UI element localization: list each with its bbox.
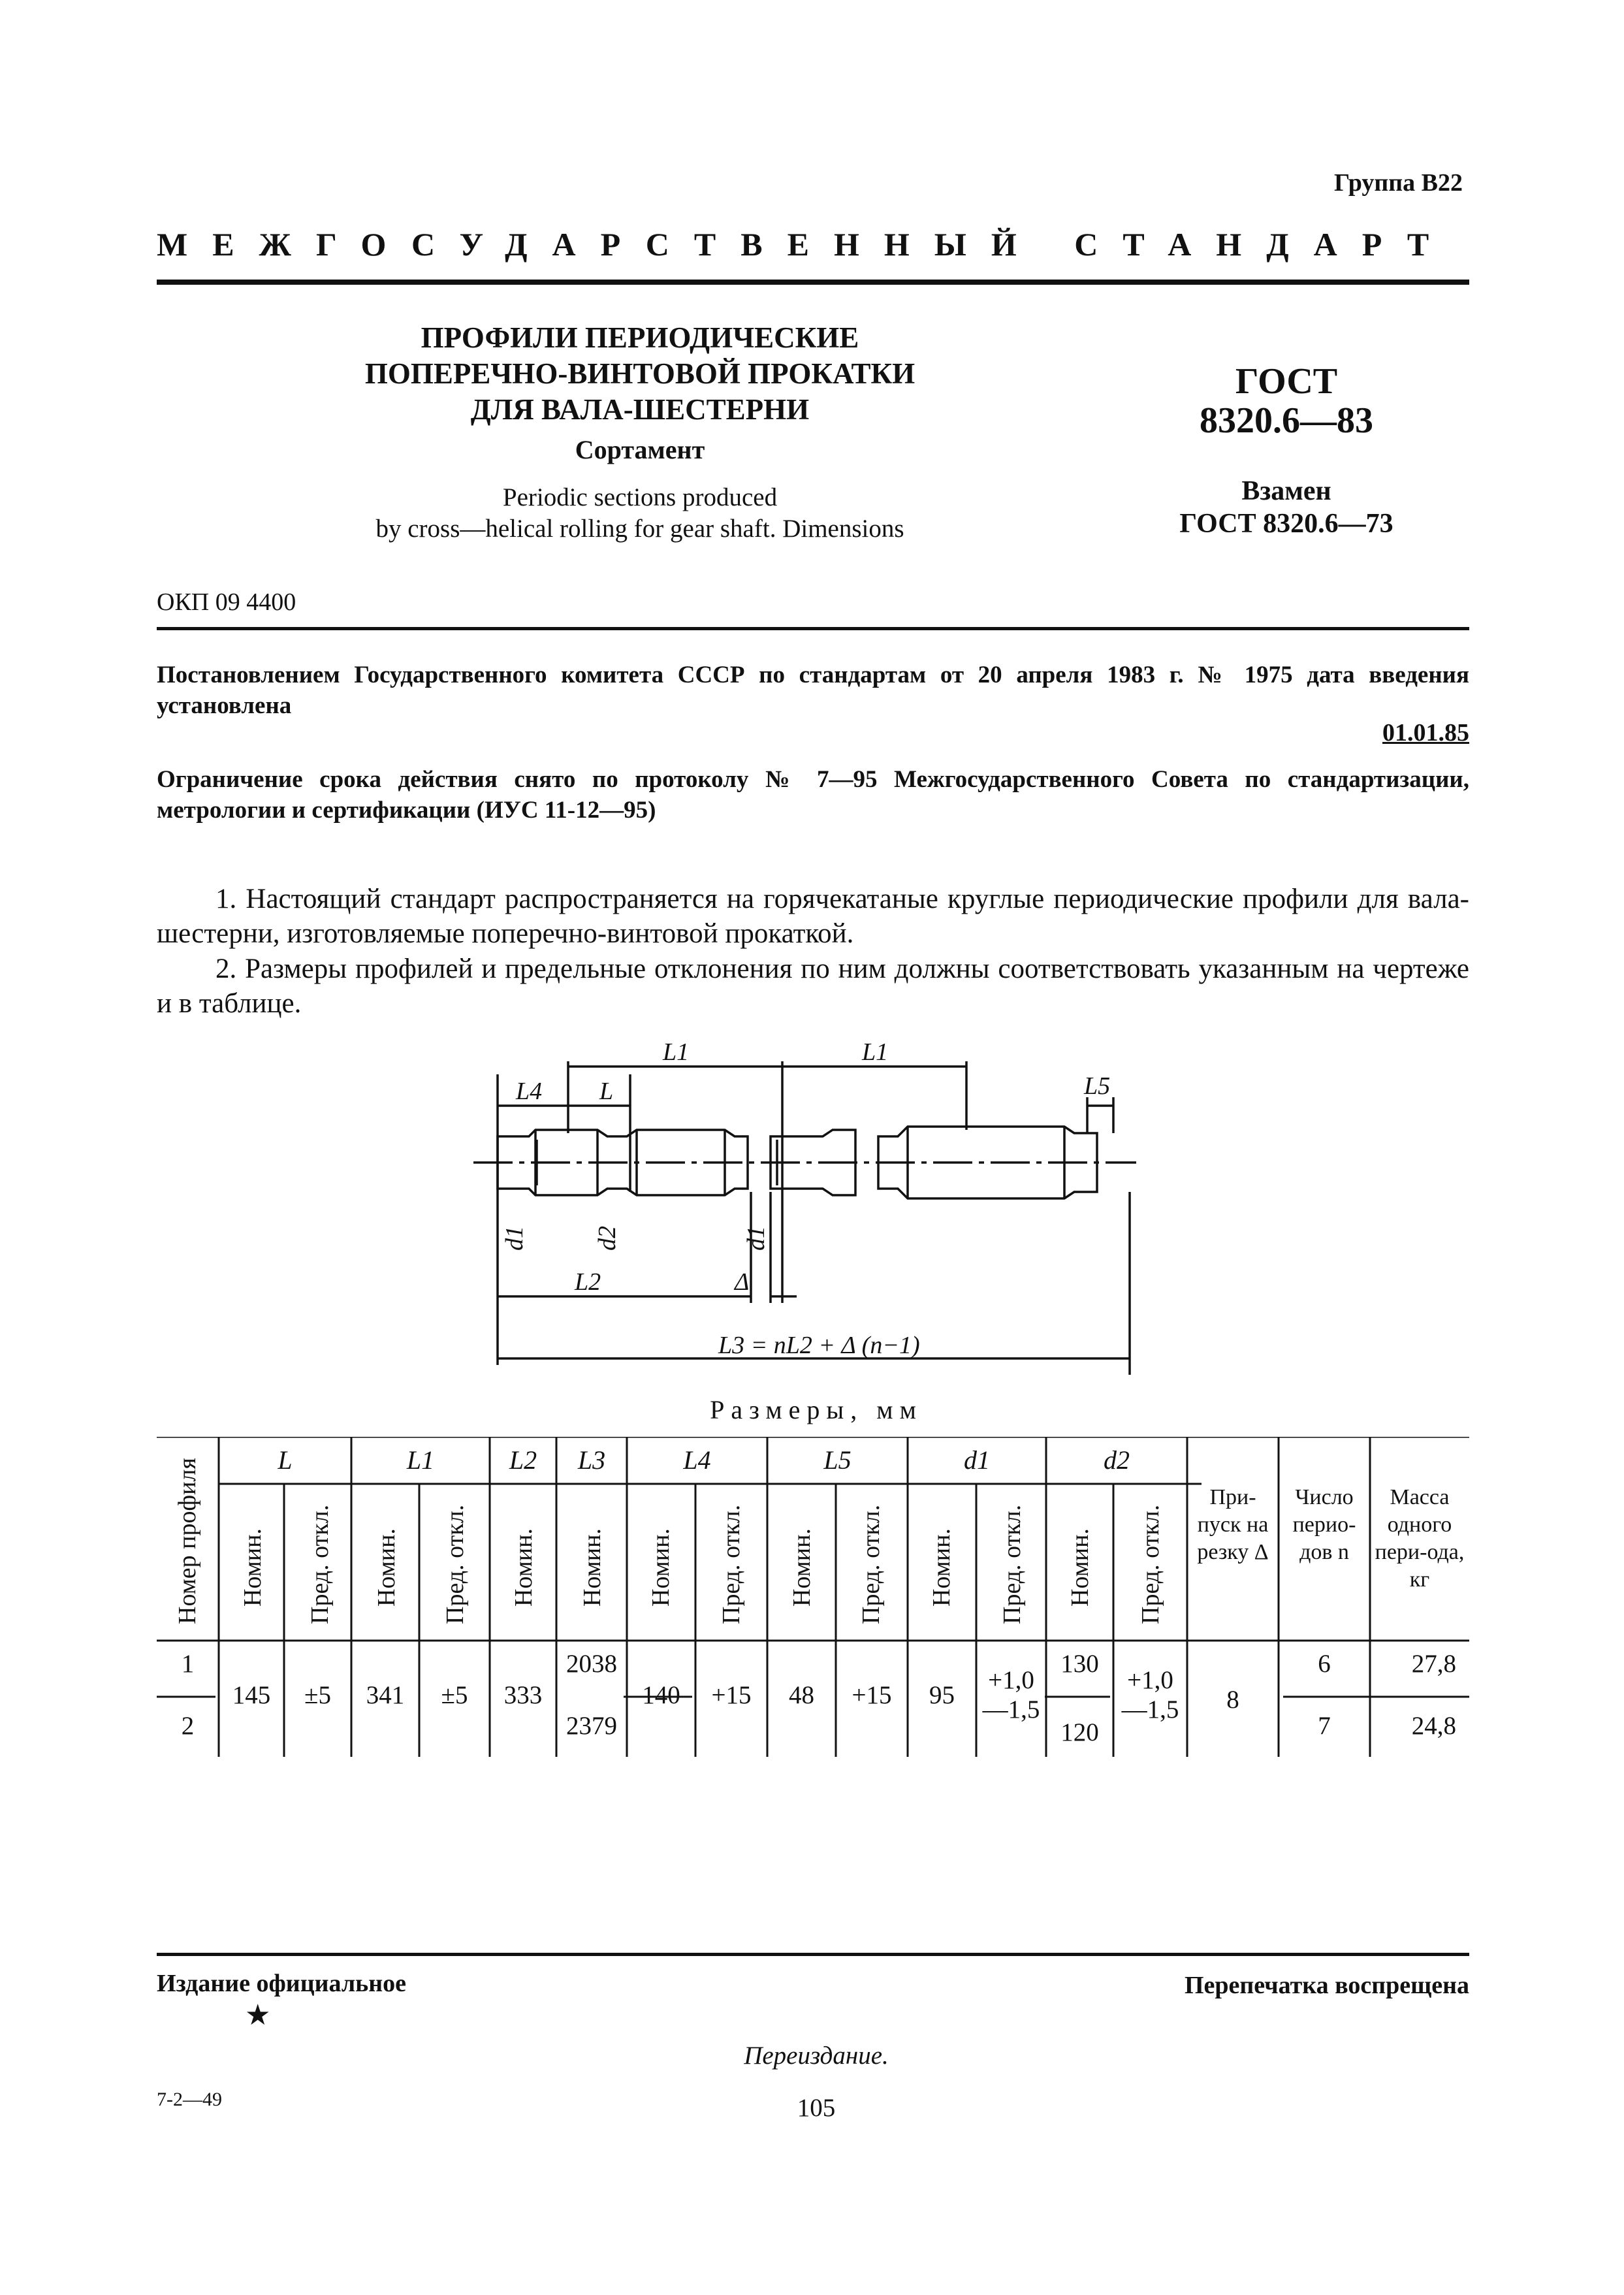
- col-allowance: При-пуск на резку Δ: [1197, 1485, 1269, 1564]
- col-group-l5: L5: [823, 1445, 852, 1475]
- dim-l2: L2: [575, 1268, 601, 1296]
- col-l1-dev: Пред. откл.: [441, 1504, 469, 1624]
- shared-l5-dev: +15: [852, 1681, 892, 1709]
- col-mass: Масса одного пери-ода, кг: [1375, 1485, 1465, 1592]
- replaces-label: Взамен: [1241, 476, 1331, 506]
- dim-delta: Δ: [735, 1268, 750, 1296]
- col-l4-dev: Пред. откл.: [718, 1504, 745, 1624]
- dim-l3-formula: L3 = nL2 + Δ (n−1): [718, 1332, 920, 1359]
- col-l-nom: Номин.: [239, 1528, 266, 1607]
- row-1-number: 1: [181, 1650, 195, 1678]
- dim-d1-left: d1: [501, 1226, 528, 1251]
- title-line-3: ДЛЯ ВАЛА-ШЕСТЕРНИ: [470, 393, 810, 426]
- col-l4-nom: Номин.: [647, 1528, 675, 1607]
- okp-code: ОКП 09 4400: [157, 588, 296, 616]
- shared-l4-dev: +15: [711, 1681, 752, 1709]
- col-l1-nom: Номин.: [373, 1528, 400, 1607]
- dim-l5: L5: [1084, 1072, 1111, 1100]
- shared-d1-dev-lower: —1,5: [982, 1695, 1040, 1724]
- row-2-mass: 24,8: [1411, 1712, 1456, 1740]
- star-mark: ★: [245, 1999, 271, 2031]
- shared-allowance: 8: [1226, 1686, 1239, 1714]
- resolution-text: Постановлением Государственного комитета СССР по стандартам от 20 апреля 1983 г. № 1975 дата введения установлена: [157, 662, 1469, 719]
- shared-d1-dev-upper: +1,0: [988, 1666, 1034, 1694]
- col-group-d2: d2: [1104, 1445, 1130, 1475]
- shaft-drawing: [470, 1035, 1149, 1375]
- page-number: 105: [797, 2094, 836, 2122]
- col-l5-dev: Пред. откл.: [857, 1504, 885, 1624]
- col-group-l2: L2: [509, 1445, 537, 1475]
- gost-label: ГОСТ: [1235, 361, 1338, 402]
- col-group-d1: d1: [964, 1445, 990, 1475]
- title-en-line-1: Periodic sections produced: [502, 483, 778, 511]
- dim-l: L: [599, 1078, 614, 1105]
- row-2-periods: 7: [1318, 1712, 1331, 1740]
- print-code: 7-2—49: [157, 2089, 222, 2110]
- row-2-d2: 120: [1060, 1718, 1099, 1746]
- col-group-l: L: [278, 1445, 293, 1475]
- col-l5-nom: Номин.: [788, 1528, 816, 1607]
- gost-number: 8320.6—83: [1200, 400, 1373, 441]
- title-en-line-2: by cross—helical rolling for gear shaft. Dimensions: [375, 515, 904, 543]
- col-d1-nom: Номин.: [928, 1528, 955, 1607]
- col-d2-dev: Пред. откл.: [1137, 1504, 1164, 1624]
- table-caption: Размеры, мм: [710, 1395, 923, 1424]
- shared-l1-nom: 341: [366, 1681, 405, 1709]
- limit-text: Ограничение срока действия снято по протоколу № 7—95 Межгосударственного Совета по стандартизации, метрологии и сертификации (ИУС 11-12—95): [157, 766, 1469, 824]
- subtitle: Сортамент: [575, 435, 705, 464]
- header-rule: [157, 280, 1469, 285]
- row-1-d2: 130: [1060, 1650, 1099, 1678]
- dim-l1-left: L1: [663, 1038, 690, 1066]
- row-1-mass: 27,8: [1411, 1650, 1456, 1678]
- col-periods: Число перио-дов n: [1292, 1485, 1356, 1564]
- footer-rule: [157, 1953, 1469, 1956]
- dim-l1-right: L1: [862, 1038, 889, 1066]
- title-line-1: ПРОФИЛИ ПЕРИОДИЧЕСКИЕ: [421, 321, 859, 354]
- introduction-date: 01.01.85: [1382, 719, 1469, 746]
- col-group-l1: L1: [406, 1445, 435, 1475]
- shared-d1-nom: 95: [929, 1681, 955, 1709]
- shared-l-dev: ±5: [304, 1681, 331, 1709]
- shared-l2-nom: 333: [503, 1681, 543, 1709]
- okp-rule: [157, 627, 1469, 630]
- col-profile-number: Номер профиля: [174, 1458, 201, 1625]
- standard-banner: МЕЖГОСУДАРСТВЕННЫЙ СТАНДАРТ: [157, 226, 1454, 263]
- shared-d2-dev-lower: —1,5: [1121, 1695, 1179, 1724]
- col-l-dev: Пред. откл.: [306, 1504, 334, 1624]
- shared-l1-dev: ±5: [441, 1681, 468, 1709]
- row-2-l3: 2379: [566, 1712, 617, 1740]
- dimensions-table: [157, 1437, 1469, 1763]
- row-1-periods: 6: [1318, 1650, 1331, 1678]
- paragraph-2: 2. Размеры профилей и предельные отклонения по ним должны соответствовать указанным на чертеже и в таблице.: [157, 954, 1469, 1019]
- reprint-prohibited: Перепечатка воспрещена: [1184, 1972, 1469, 1999]
- shared-l4-nom: 140: [642, 1681, 680, 1709]
- paragraph-1: 1. Настоящий стандарт распространяется на горячекатаные круглые периодические профили для вала-шестерни, изготовляемые поперечно-винтовой прокаткой.: [157, 884, 1469, 949]
- dim-d1-right: d1: [742, 1226, 770, 1251]
- shared-l-nom: 145: [232, 1681, 271, 1709]
- row-2-number: 2: [181, 1712, 195, 1740]
- col-d1-dev: Пред. откл.: [998, 1504, 1026, 1624]
- title-ru: [313, 320, 966, 428]
- dim-d2: d2: [594, 1226, 621, 1251]
- official-edition: Издание официальное: [157, 1970, 407, 1997]
- shared-l5-nom: 48: [789, 1681, 814, 1709]
- col-l2-nom: Номин.: [510, 1528, 537, 1607]
- dim-l4: L4: [516, 1078, 543, 1105]
- col-d2-nom: Номин.: [1066, 1528, 1094, 1607]
- title-line-2: ПОПЕРЕЧНО-ВИНТОВОЙ ПРОКАТКИ: [364, 357, 915, 390]
- col-l3-nom: Номин.: [579, 1528, 606, 1607]
- shared-d2-dev-upper: +1,0: [1127, 1666, 1173, 1694]
- group-label: Группа В22: [1333, 169, 1463, 197]
- col-group-l4: L4: [683, 1445, 711, 1475]
- row-1-l3: 2038: [566, 1650, 617, 1678]
- col-group-l3: L3: [577, 1445, 606, 1475]
- reissue-note: Переиздание.: [744, 2042, 889, 2070]
- title-en: [313, 482, 966, 545]
- replaces-gost: ГОСТ 8320.6—73: [1179, 509, 1393, 539]
